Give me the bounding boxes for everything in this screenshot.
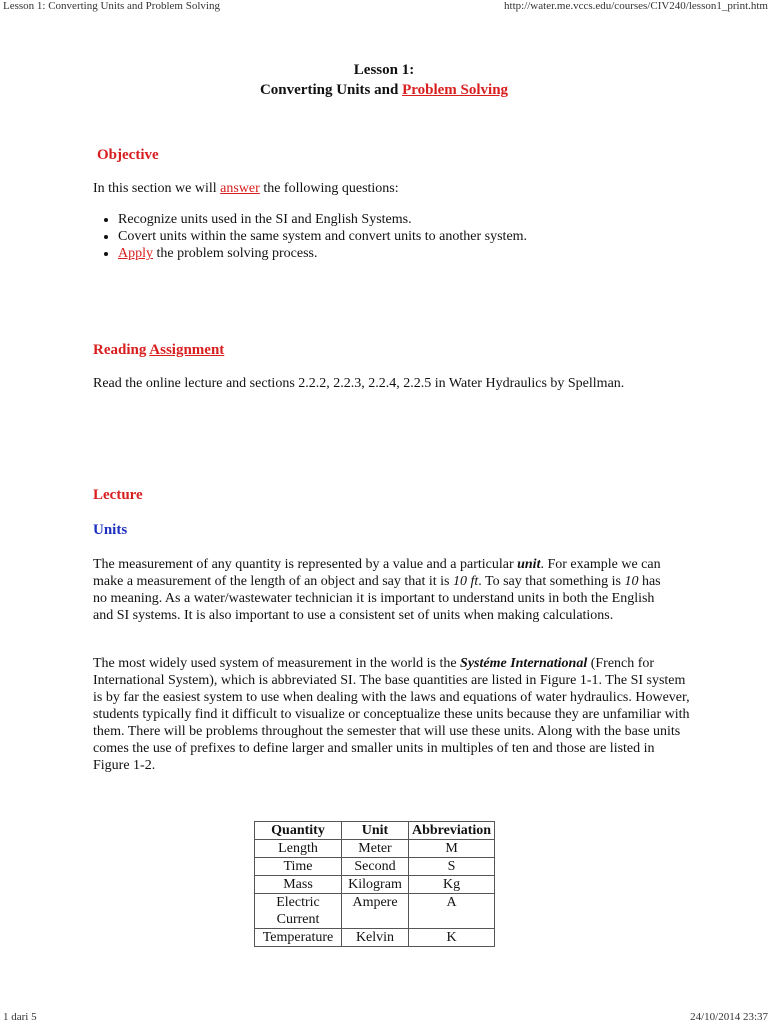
table-cell: Temperature xyxy=(255,929,342,947)
objective-list xyxy=(98,211,527,262)
title-text: Converting Units and xyxy=(259,82,399,98)
print-header-url: http://water.me.vccs.edu/courses/CIV240/lesson1_print.htm xyxy=(504,0,768,12)
table-cell: Kelvin xyxy=(342,929,409,947)
list-item-text: the problem solving process. xyxy=(156,246,318,261)
title-line-2 xyxy=(0,80,768,100)
table-cell: Mass xyxy=(255,876,342,894)
reading-assignment-heading xyxy=(93,342,224,359)
p1-10ft: 10 ft xyxy=(453,574,479,589)
apply-link[interactable]: Apply xyxy=(118,246,153,261)
column-header: Quantity xyxy=(255,822,342,840)
table-cell: Time xyxy=(255,858,342,876)
p1-text-c: . To say that something is xyxy=(478,574,621,589)
page-title xyxy=(0,60,768,100)
list-item xyxy=(118,245,527,262)
p1-text-a: The measurement of any quantity is represented by a value and a particular xyxy=(93,557,514,572)
table-cell: S xyxy=(409,858,495,876)
p1-text-d: has no meaning. As a water/wastewater technician it is important to understand units in both the English and SI systems. It is also important to use a consistent set of units when making calculations. xyxy=(93,574,661,623)
column-header: Abbreviation xyxy=(409,822,495,840)
column-header: Unit xyxy=(342,822,409,840)
units-paragraph-1 xyxy=(93,556,665,624)
answer-link[interactable]: answer xyxy=(220,181,260,196)
list-item: • Recognize units used in the SI and English Systems. xyxy=(118,211,527,228)
table-cell: Kilogram xyxy=(342,876,409,894)
p2-si-term: Systéme International xyxy=(460,656,588,671)
table-row xyxy=(255,929,495,947)
lecture-heading: Lecture xyxy=(93,487,143,503)
table-cell: Length xyxy=(255,840,342,858)
table-header-row xyxy=(255,822,495,840)
table-row xyxy=(255,894,495,929)
table-cell: K xyxy=(409,929,495,947)
objective-intro xyxy=(93,180,683,197)
units-heading: Units xyxy=(93,522,128,538)
table-cell: Electric Current xyxy=(255,894,342,929)
assignment-link[interactable]: Assignment xyxy=(149,342,225,358)
reading-heading-text: Reading xyxy=(93,342,147,358)
title-line-1: Lesson 1: xyxy=(353,62,415,78)
units-paragraph-2 xyxy=(93,655,693,774)
p1-text-b: . For example we can make a measurement of the length of an object and say that it is xyxy=(93,557,661,589)
intro-text-before: In this section we will xyxy=(93,181,217,196)
table-row xyxy=(255,840,495,858)
table-cell: M xyxy=(409,840,495,858)
p1-10: 10 xyxy=(624,574,639,589)
print-header-title: Lesson 1: Converting Units and Problem Solving xyxy=(3,0,220,12)
p1-unit-term: unit xyxy=(517,557,541,572)
page-counter: 1 dari 5 xyxy=(3,1011,37,1023)
list-item: • Covert units within the same system and convert units to another system. xyxy=(118,228,527,245)
p2-text-b: (French for International System), which is abbreviated SI. The base quantities are listed in Figure 1-1. The SI system is by far the easiest system to use when dealing with the laws and equations of water hydraulics. However, students typically find it difficult to visualize or conceptualize these units because they are unfamiliar with them. There will be problems throughout the semester that will use these units. Along with the base units comes the use of prefixes to define larger and smaller units in multiples of ten and those are listed in Figure 1-2. xyxy=(93,656,690,773)
table-cell: Meter xyxy=(342,840,409,858)
table-row xyxy=(255,858,495,876)
table-cell: Ampere xyxy=(342,894,409,929)
problem-solving-link[interactable]: Problem Solving xyxy=(402,82,509,98)
objective-heading: Objective xyxy=(97,147,159,163)
print-timestamp: 24/10/2014 23:37 xyxy=(690,1011,768,1023)
reading-body: Read the online lecture and sections 2.2.2, 2.2.3, 2.2.4, 2.2.5 in Water Hydraulics by Spellman. xyxy=(93,376,625,391)
table-cell: A xyxy=(409,894,495,929)
table-cell: Kg xyxy=(409,876,495,894)
si-base-units-table xyxy=(254,821,495,947)
table-cell: Second xyxy=(342,858,409,876)
p2-text-a: The most widely used system of measurement in the world is the xyxy=(93,656,457,671)
intro-text-after: the following questions: xyxy=(263,181,399,196)
table-row xyxy=(255,876,495,894)
